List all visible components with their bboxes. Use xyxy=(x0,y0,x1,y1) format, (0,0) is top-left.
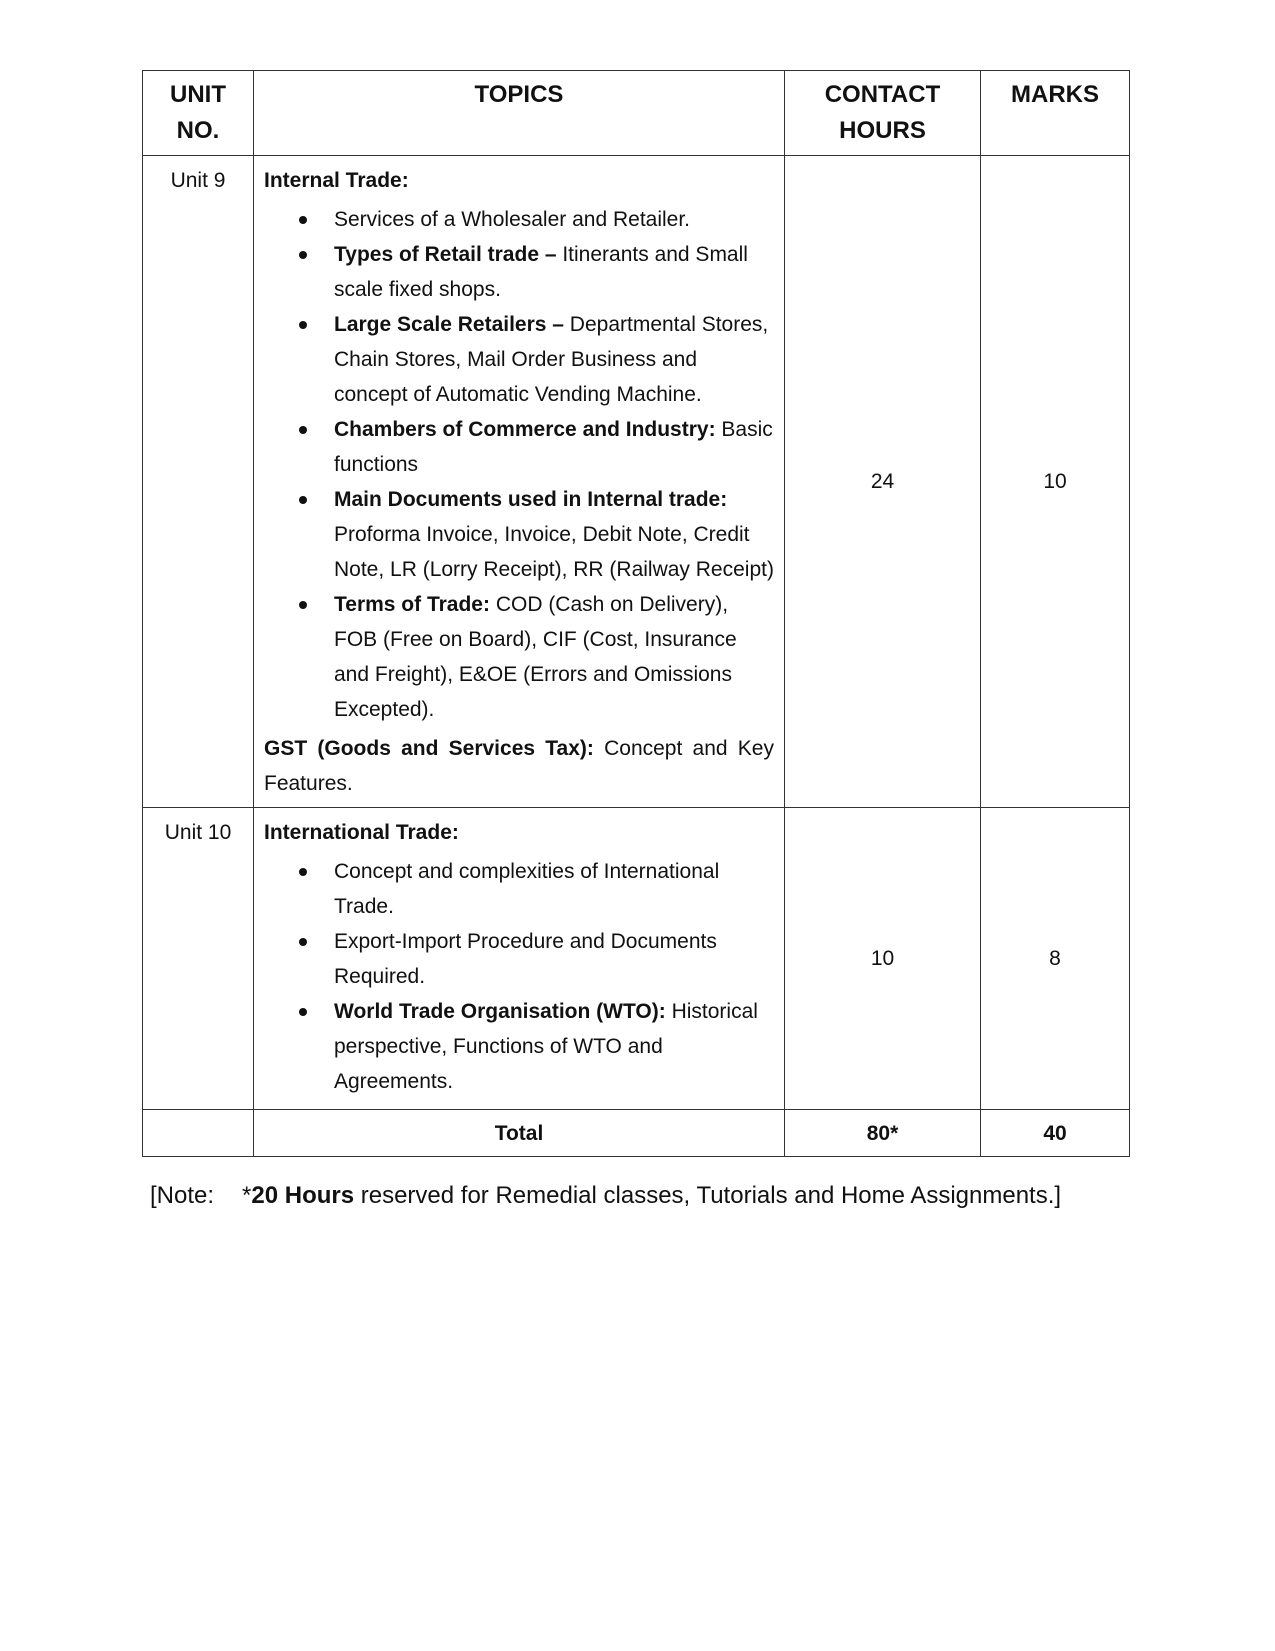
list-item: Concept and complexities of International Trade. xyxy=(334,854,774,924)
table-row xyxy=(143,808,1130,1110)
list-item: Export-Import Procedure and Documents Required. xyxy=(334,924,774,994)
total-hours: 80* xyxy=(785,1110,981,1157)
section-heading: Internal Trade: xyxy=(264,169,409,192)
topic-list xyxy=(264,202,774,727)
table-row xyxy=(143,156,1130,808)
topics-cell xyxy=(254,156,785,808)
list-item: World Trade Organisation (WTO): Historical perspective, Functions of WTO and Agreements. xyxy=(334,994,774,1099)
list-item: Terms of Trade: COD (Cash on Delivery), FOB (Free on Board), CIF (Cost, Insurance and Freight), E&OE (Errors and Omissions Excepted). xyxy=(334,587,774,727)
table-header-row xyxy=(143,71,1130,156)
unit-cell: Unit 9 xyxy=(143,156,254,808)
header-marks-label: MARKS xyxy=(1011,81,1099,108)
topic-list xyxy=(264,854,774,1099)
header-topics xyxy=(254,71,785,156)
section-heading: International Trade: xyxy=(264,821,459,844)
note-bold: 20 Hours xyxy=(251,1182,355,1209)
list-item: Chambers of Commerce and Industry: Basic functions xyxy=(334,412,774,482)
list-item: Large Scale Retailers – Departmental Stores, Chain Stores, Mail Order Business and concept of Automatic Vending Machine. xyxy=(334,307,774,412)
total-label: Total xyxy=(254,1110,785,1157)
total-marks: 40 xyxy=(981,1110,1130,1157)
header-contact-hours xyxy=(785,71,981,156)
header-unit-line1: UNIT xyxy=(170,81,226,108)
syllabus-table xyxy=(142,70,1130,1157)
note-prefix: [Note: xyxy=(150,1182,215,1209)
gst-paragraph: GST (Goods and Services Tax): Concept and Key Features. xyxy=(264,737,774,795)
note-star: * xyxy=(242,1182,252,1209)
header-topics-label: TOPICS xyxy=(474,81,564,108)
contact-hours-cell: 24 xyxy=(785,156,981,808)
list-item: Services of a Wholesaler and Retailer. xyxy=(334,202,774,237)
contact-hours-cell: 10 xyxy=(785,808,981,1110)
list-item: Types of Retail trade – Itinerants and Small scale fixed shops. xyxy=(334,237,774,307)
topics-cell xyxy=(254,808,785,1110)
header-unit-line2: NO. xyxy=(176,117,220,144)
header-marks xyxy=(981,71,1130,156)
marks-cell: 8 xyxy=(981,808,1130,1110)
unit-cell: Unit 10 xyxy=(143,808,254,1110)
footnote xyxy=(150,1180,1061,1212)
header-unit-no xyxy=(143,71,254,156)
total-empty-cell xyxy=(143,1110,254,1157)
header-hours-line1: CONTACT xyxy=(824,81,941,108)
note-text: reserved for Remedial classes, Tutorials and Home Assignments.] xyxy=(354,1182,1062,1209)
list-item: Main Documents used in Internal trade: Proforma Invoice, Invoice, Debit Note, Credit Note, LR (Lorry Receipt), RR (Railway Receipt) xyxy=(334,482,774,587)
marks-cell: 10 xyxy=(981,156,1130,808)
header-hours-line2: HOURS xyxy=(839,117,926,144)
total-row xyxy=(143,1110,1130,1157)
